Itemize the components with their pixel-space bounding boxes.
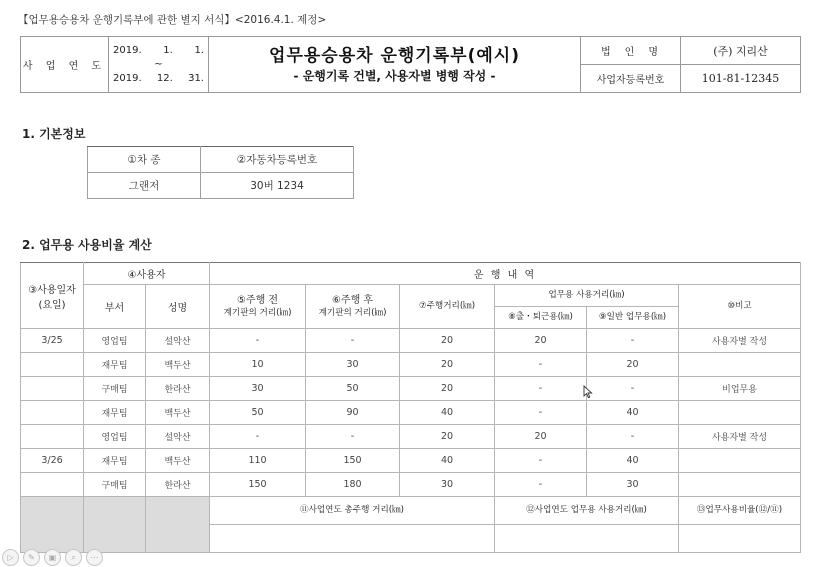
form-caption: 【업무용승용차 운행기록부에 관한 별지 서식】<2016.4.1. 제정> [18,14,327,26]
cell-note [679,449,801,473]
period-tilde: ~ [154,58,163,70]
cell-commute: - [495,377,587,401]
table-row [21,353,801,377]
cell-general: 40 [587,449,679,473]
document-subtitle: - 운행기록 건별, 사용자별 병행 작성 - [293,68,496,83]
general-business-header: ⑨일반 업무용(㎞) [587,307,679,329]
dept-header: 부서 [84,285,146,329]
business-regno-value: 101-81-12345 [681,65,801,93]
cell-dept: 영업팀 [84,329,146,353]
cell-after: - [306,329,400,353]
note-header: ⑩비고 [679,285,801,329]
usage-log-table [20,262,801,553]
cell-commute: - [495,473,587,497]
cell-name: 한라산 [146,473,210,497]
odometer-after-header [306,285,400,329]
cell-dist: 20 [400,329,495,353]
cell-date [21,473,84,497]
table-row [21,329,801,353]
cell-dist: 20 [400,425,495,449]
cell-before: 110 [210,449,306,473]
cell-commute: - [495,449,587,473]
cell-name: 한라산 [146,377,210,401]
operation-details-header: 운 행 내 역 [210,263,801,285]
cell-date [21,401,84,425]
cell-date: 3/25 [21,329,84,353]
cell-note: 사용자별 작성 [679,329,801,353]
cell-date: 3/26 [21,449,84,473]
usage-date-header-text: ③사용일자 [28,284,76,296]
mouse-cursor-icon [583,385,593,399]
period-end-month: 12. [156,72,173,84]
cell-general: 20 [587,353,679,377]
total-distance-value [210,525,495,553]
cell-before: 50 [210,401,306,425]
cell-general: - [587,425,679,449]
odometer-before-header [210,285,306,329]
cell-general: 40 [587,401,679,425]
business-ratio-value [679,525,801,553]
vehicle-regno-header: ②자동차등록번호 [201,147,354,173]
business-ratio-header: ⑬업무사용비율(⑫/⑪) [679,497,801,525]
business-distance-total-header: ⑫사업연도 업무용 사용거리(㎞) [495,497,679,525]
cell-before: 30 [210,377,306,401]
cell-after: 30 [306,353,400,377]
cell-before: 150 [210,473,306,497]
table-row [21,401,801,425]
cell-before: - [210,329,306,353]
cell-dist: 40 [400,401,495,425]
odometer-after-line1: ⑥주행 후 [331,294,374,306]
more-icon[interactable]: ⋯ [86,549,103,566]
cell-date [21,353,84,377]
cell-after: - [306,425,400,449]
period-start-year: 2019. [113,44,142,56]
business-year-period [109,37,209,93]
commute-header: ⑧출・퇴근용(㎞) [495,307,587,329]
cell-general: - [587,377,679,401]
cell-general: - [587,329,679,353]
cell-name: 설악산 [146,425,210,449]
odometer-before-line2: 계기판의 거리(㎞) [223,307,292,318]
table-row [21,425,801,449]
viewer-controls [2,549,103,566]
total-distance-header: ⑪사업연도 총주행 거리(㎞) [210,497,495,525]
cell-note [679,353,801,377]
cell-dept: 재무팀 [84,353,146,377]
cell-commute: 20 [495,329,587,353]
period-start-month: 1. [163,44,173,56]
user-header: ④사용자 [84,263,210,285]
cell-after: 90 [306,401,400,425]
period-end-day: 31. [188,72,204,84]
footer-blank-cell [146,497,210,553]
business-distance-total-value [495,525,679,553]
document-title: 업무용승용차 운행기록부(예시) [269,45,520,66]
cell-name: 백두산 [146,449,210,473]
cell-after: 50 [306,377,400,401]
cell-commute: - [495,401,587,425]
cell-dept: 재무팀 [84,449,146,473]
name-header: 성명 [146,285,210,329]
document-title-cell [209,37,581,93]
table-row [21,449,801,473]
cell-dept: 구매팀 [84,377,146,401]
usage-date-header-sub: (요일) [38,299,66,311]
period-start-day: 1. [194,44,204,56]
copy-icon[interactable]: ▣ [44,549,61,566]
cell-dist: 20 [400,377,495,401]
cell-note: 사용자별 작성 [679,425,801,449]
basic-info-table [87,146,354,199]
odometer-before-line1: ⑤주행 전 [236,294,279,306]
cell-dept: 영업팀 [84,425,146,449]
business-regno-label: 사업자등록번호 [581,65,681,93]
cell-dist: 30 [400,473,495,497]
cell-date [21,377,84,401]
cell-dept: 재무팀 [84,401,146,425]
section2-title: 2. 업무용 사용비율 계산 [22,238,152,252]
table-row [21,473,801,497]
vehicle-type-header: ①차 종 [88,147,201,173]
cell-commute: - [495,353,587,377]
table-row [21,377,801,401]
edit-icon[interactable]: ✎ [23,549,40,566]
cell-note [679,473,801,497]
distance-header: ⑦주행거리(㎞) [400,285,495,329]
cell-note: 비업무용 [679,377,801,401]
cell-before: 10 [210,353,306,377]
period-end-year: 2019. [113,72,142,84]
usage-date-header [21,263,84,329]
vehicle-regno-value: 30버 1234 [201,173,354,199]
cell-before: - [210,425,306,449]
cell-note [679,401,801,425]
cell-date [21,425,84,449]
header-table [20,36,801,93]
search-icon[interactable]: ⌕ [65,549,82,566]
cell-dist: 20 [400,353,495,377]
cell-name: 백두산 [146,401,210,425]
odometer-after-line2: 계기판의 거리(㎞) [318,307,387,318]
cell-dist: 40 [400,449,495,473]
corp-name-value: (주) 지리산 [681,37,801,65]
section1-title: 1. 기본정보 [22,127,86,141]
cell-name: 백두산 [146,353,210,377]
business-year-label: 사 업 연 도 [21,37,109,93]
vehicle-type-value: 그랜저 [88,173,201,199]
cell-after: 180 [306,473,400,497]
cell-name: 설악산 [146,329,210,353]
cell-commute: 20 [495,425,587,449]
business-distance-header: 업무용 사용거리(㎞) [495,285,679,307]
corp-name-label: 법 인 명 [581,37,681,65]
play-icon[interactable]: ▷ [2,549,19,566]
footer-blank-cell [84,497,146,553]
footer-blank-cell [21,497,84,553]
cell-dept: 구매팀 [84,473,146,497]
cell-general: 30 [587,473,679,497]
cell-after: 150 [306,449,400,473]
